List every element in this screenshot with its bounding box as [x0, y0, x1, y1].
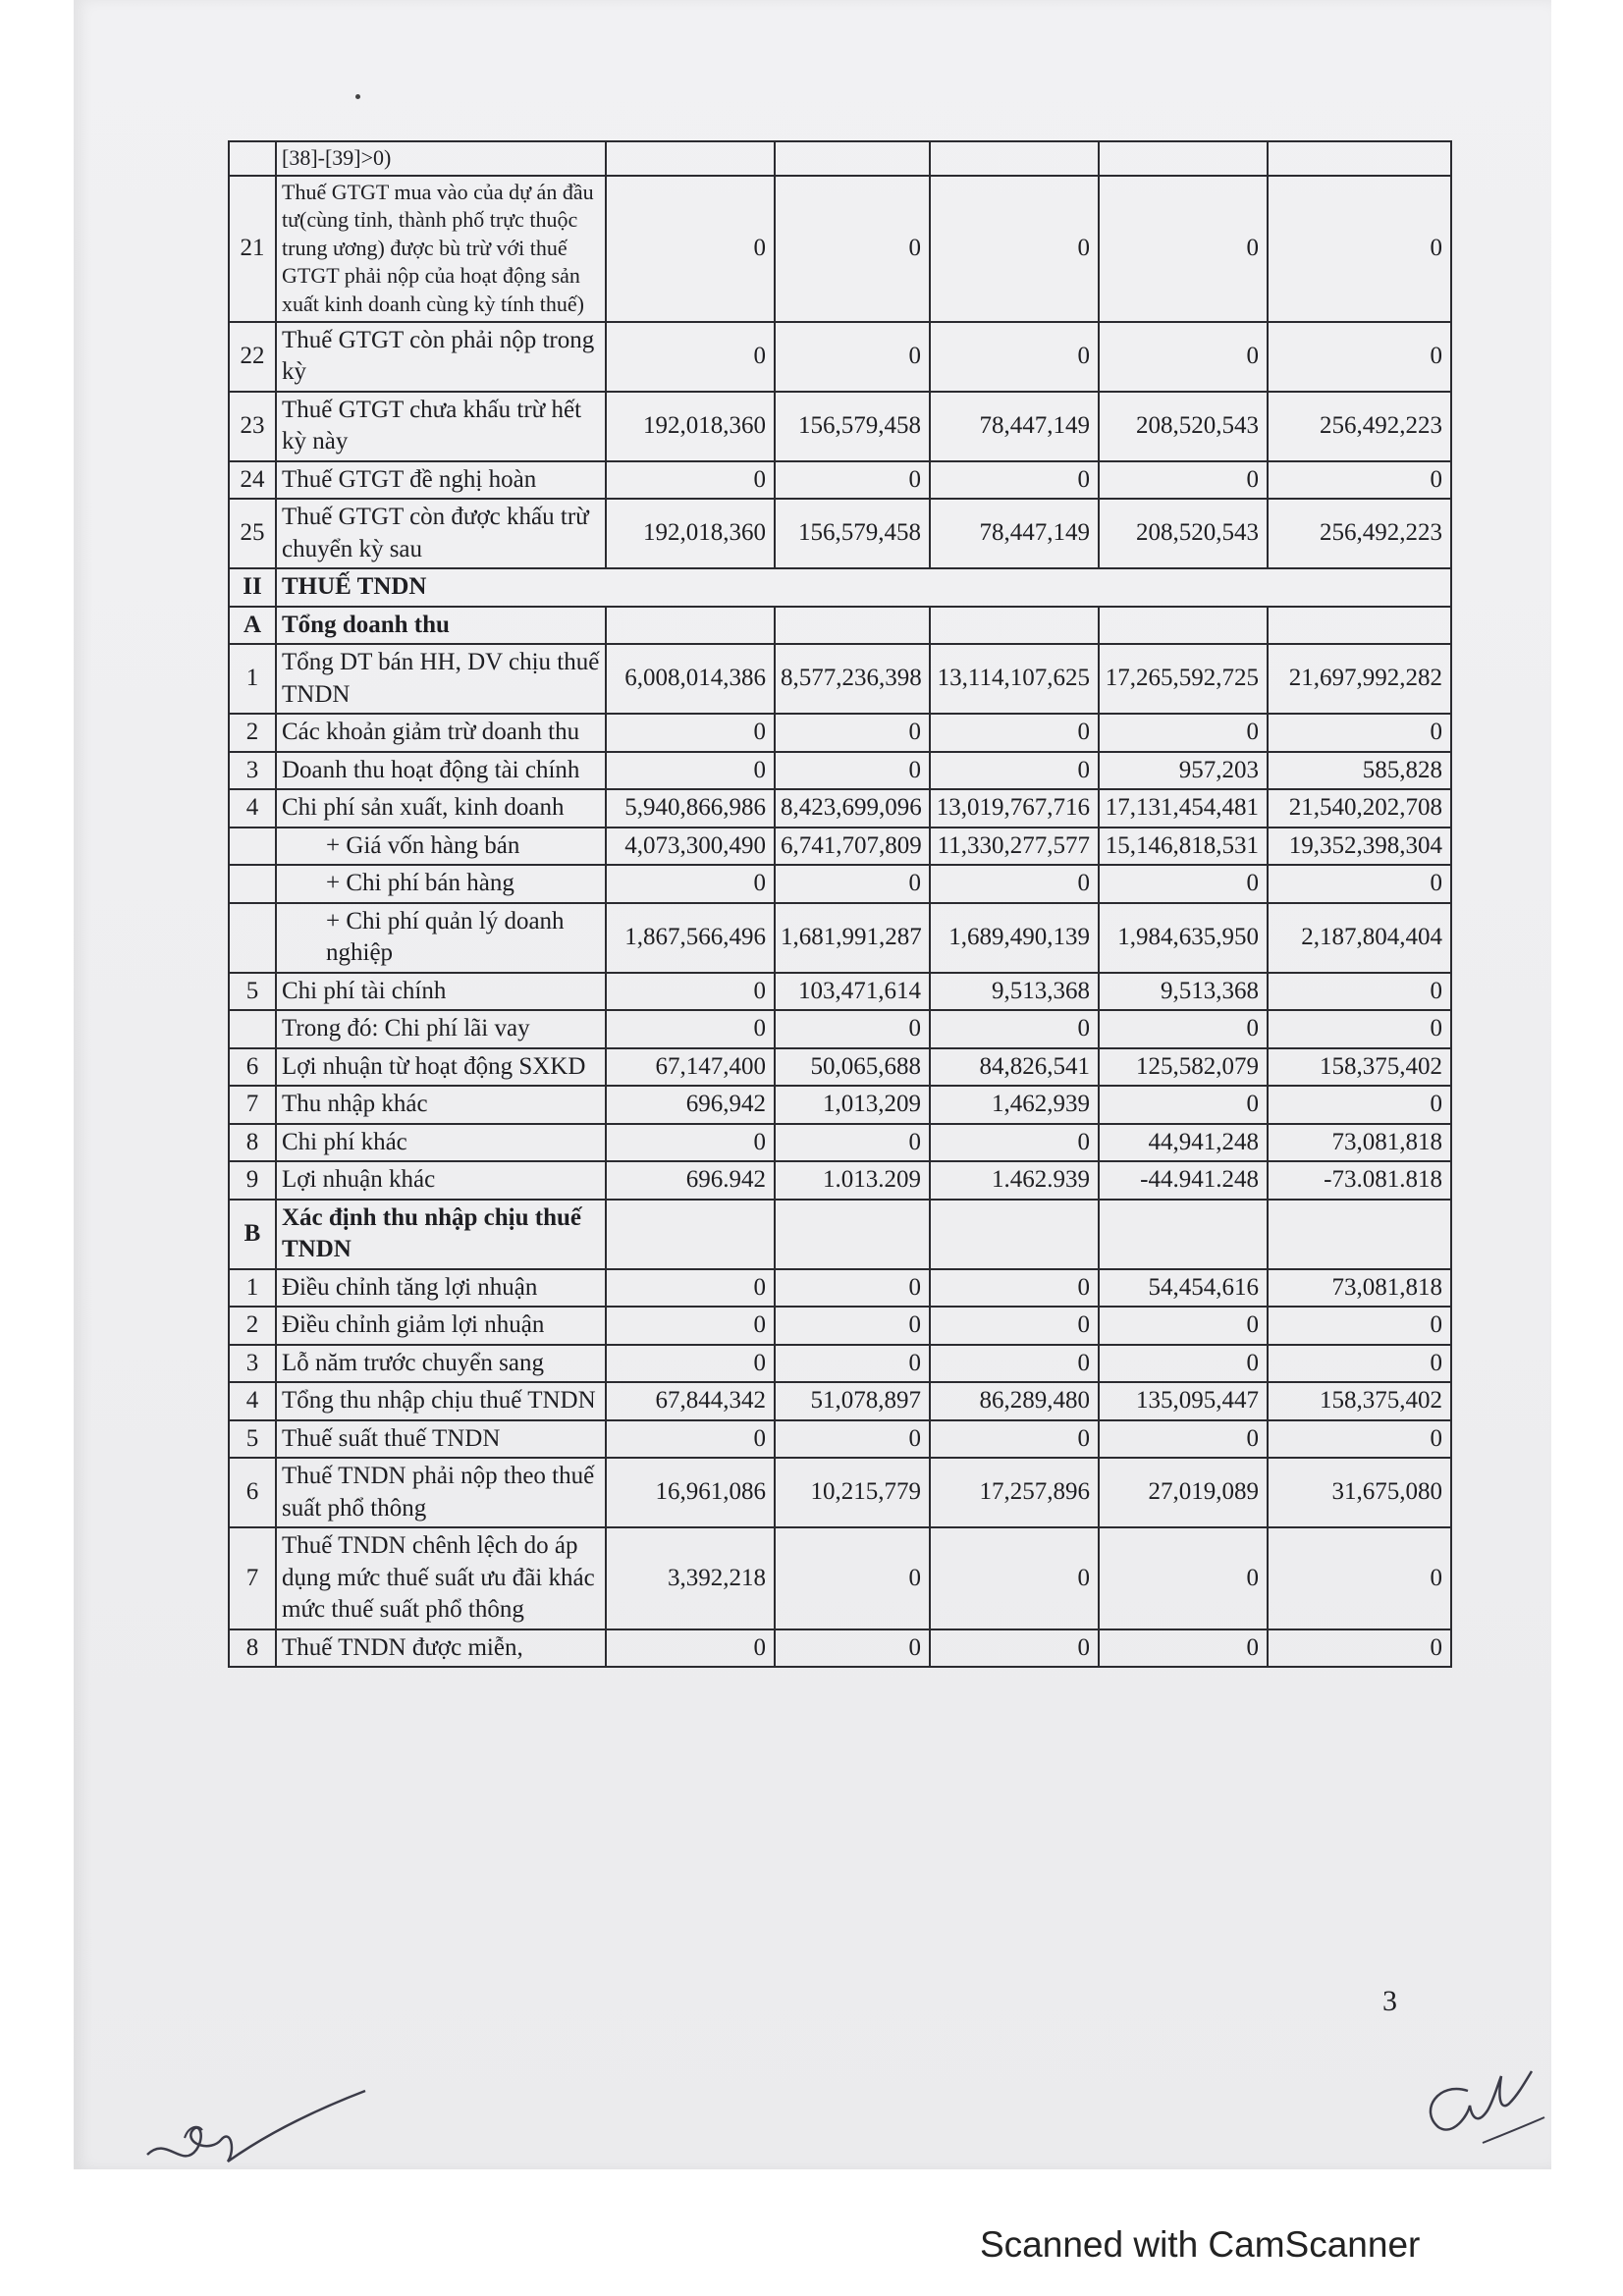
value-cell: [1099, 607, 1268, 645]
row-description: Thuế TNDN phải nộp theo thuế suất phổ thông: [276, 1458, 606, 1527]
value-cell: 73,081,818: [1268, 1124, 1451, 1162]
value-cell: 0: [1268, 865, 1451, 903]
value-cell: 1,984,635,950: [1099, 903, 1268, 973]
value-cell: 0: [1099, 461, 1268, 500]
value-cell: 67,844,342: [606, 1382, 775, 1420]
row-number: 5: [229, 1420, 276, 1459]
value-cell: 0: [1099, 1629, 1268, 1668]
table-row: [229, 644, 1451, 714]
value-cell: [775, 141, 930, 176]
row-description: Tổng DT bán HH, DV chịu thuế TNDN: [276, 644, 606, 714]
row-description: [38]-[39]>0): [276, 141, 606, 176]
value-cell: 0: [1099, 1345, 1268, 1383]
value-cell: 158,375,402: [1268, 1048, 1451, 1087]
value-cell: 0: [606, 752, 775, 790]
row-description: Thuế GTGT mua vào của dự án đầu tư(cùng tỉnh, thành phố trực thuộc trung ương) được bù trừ với thuế GTGT phải nộp của hoạt động sản xuất kinh doanh cùng kỳ tính thuế): [276, 176, 606, 322]
value-cell: 0: [1099, 714, 1268, 752]
value-cell: 4,073,300,490: [606, 828, 775, 866]
table-row: [229, 322, 1451, 392]
value-cell: 0: [1268, 461, 1451, 500]
value-cell: 0: [775, 176, 930, 322]
value-cell: 585,828: [1268, 752, 1451, 790]
row-description: Thuế suất thuế TNDN: [276, 1420, 606, 1459]
table-row: [229, 568, 1451, 607]
table-row: [229, 1382, 1451, 1420]
row-description: + Chi phí quản lý doanh nghiệp: [276, 903, 606, 973]
value-cell: 0: [930, 322, 1099, 392]
table-row: [229, 973, 1451, 1011]
table-row: [229, 1420, 1451, 1459]
table-row: [229, 176, 1451, 322]
row-description: Chi phí khác: [276, 1124, 606, 1162]
table-row: [229, 1086, 1451, 1124]
value-cell: 0: [775, 865, 930, 903]
value-cell: 1,867,566,496: [606, 903, 775, 973]
row-description: Các khoản giảm trừ doanh thu: [276, 714, 606, 752]
value-cell: 0: [775, 1527, 930, 1629]
value-cell: 0: [1099, 176, 1268, 322]
table-row: [229, 789, 1451, 828]
value-cell: 1,013,209: [775, 1086, 930, 1124]
row-description: Doanh thu hoạt động tài chính: [276, 752, 606, 790]
value-cell: 256,492,223: [1268, 499, 1451, 568]
value-cell: 0: [606, 1420, 775, 1459]
value-cell: 0: [930, 1010, 1099, 1048]
row-number: 1: [229, 1269, 276, 1308]
value-cell: 0: [606, 865, 775, 903]
value-cell: 192,018,360: [606, 499, 775, 568]
value-cell: 0: [1268, 1527, 1451, 1629]
row-number: [229, 903, 276, 973]
value-cell: 0: [606, 973, 775, 1011]
row-number: [229, 865, 276, 903]
row-number: 4: [229, 789, 276, 828]
value-cell: 0: [930, 714, 1099, 752]
value-cell: [606, 607, 775, 645]
table-row: [229, 903, 1451, 973]
table-row: [229, 1345, 1451, 1383]
row-description: Thuế TNDN được miễn,: [276, 1629, 606, 1668]
value-cell: 696,942: [606, 1086, 775, 1124]
table-row: [229, 1200, 1451, 1269]
value-cell: 0: [1268, 714, 1451, 752]
value-cell: 0: [1099, 1527, 1268, 1629]
value-cell: 0: [606, 1124, 775, 1162]
value-cell: 13,019,767,716: [930, 789, 1099, 828]
table-row: [229, 141, 1451, 176]
row-description: Xác định thu nhập chịu thuế TNDN: [276, 1200, 606, 1269]
scanner-watermark: Scanned with CamScanner: [980, 2224, 1421, 2265]
value-cell: 0: [930, 1307, 1099, 1345]
value-cell: 0: [1099, 322, 1268, 392]
value-cell: 0: [930, 1420, 1099, 1459]
row-description: THUẾ TNDN: [276, 568, 1451, 607]
value-cell: 0: [775, 1269, 930, 1308]
value-cell: 0: [775, 1124, 930, 1162]
value-cell: 1.462.939: [930, 1161, 1099, 1200]
value-cell: 8,423,699,096: [775, 789, 930, 828]
table-row: [229, 714, 1451, 752]
value-cell: [1099, 141, 1268, 176]
value-cell: 67,147,400: [606, 1048, 775, 1087]
value-cell: 0: [775, 1420, 930, 1459]
table-row: [229, 607, 1451, 645]
row-number: A: [229, 607, 276, 645]
value-cell: 5,940,866,986: [606, 789, 775, 828]
value-cell: 156,579,458: [775, 392, 930, 461]
row-description: Điều chỉnh giảm lợi nhuận: [276, 1307, 606, 1345]
value-cell: 0: [1099, 1420, 1268, 1459]
value-cell: 696.942: [606, 1161, 775, 1200]
row-number: 4: [229, 1382, 276, 1420]
value-cell: 15,146,818,531: [1099, 828, 1268, 866]
row-number: 8: [229, 1124, 276, 1162]
value-cell: 1.013.209: [775, 1161, 930, 1200]
row-description: Lợi nhuận từ hoạt động SXKD: [276, 1048, 606, 1087]
value-cell: 9,513,368: [930, 973, 1099, 1011]
value-cell: [775, 1200, 930, 1269]
row-description: Chi phí sản xuất, kinh doanh: [276, 789, 606, 828]
value-cell: 0: [775, 752, 930, 790]
value-cell: 27,019,089: [1099, 1458, 1268, 1527]
initials-signature-right: [1399, 2056, 1546, 2164]
value-cell: 1,462,939: [930, 1086, 1099, 1124]
value-cell: 78,447,149: [930, 499, 1099, 568]
table-row: [229, 752, 1451, 790]
value-cell: 0: [606, 322, 775, 392]
page-number: 3: [1382, 1985, 1397, 2017]
row-number: [229, 141, 276, 176]
row-number: 3: [229, 1345, 276, 1383]
table-row: [229, 1161, 1451, 1200]
value-cell: -44.941.248: [1099, 1161, 1268, 1200]
value-cell: 0: [775, 714, 930, 752]
value-cell: 2,187,804,404: [1268, 903, 1451, 973]
table-row: [229, 1458, 1451, 1527]
value-cell: 1,681,991,287: [775, 903, 930, 973]
value-cell: 16,961,086: [606, 1458, 775, 1527]
value-cell: 957,203: [1099, 752, 1268, 790]
value-cell: 6,008,014,386: [606, 644, 775, 714]
value-cell: 0: [775, 461, 930, 500]
value-cell: 8,577,236,398: [775, 644, 930, 714]
value-cell: [930, 1200, 1099, 1269]
table-row: [229, 1124, 1451, 1162]
table-row: [229, 392, 1451, 461]
row-number: 2: [229, 1307, 276, 1345]
row-description: Điều chỉnh tăng lợi nhuận: [276, 1269, 606, 1308]
value-cell: 78,447,149: [930, 392, 1099, 461]
tax-report-table: [228, 140, 1452, 1668]
value-cell: 0: [1268, 973, 1451, 1011]
value-cell: [1099, 1200, 1268, 1269]
value-cell: 11,330,277,577: [930, 828, 1099, 866]
row-number: [229, 1010, 276, 1048]
value-cell: 125,582,079: [1099, 1048, 1268, 1087]
value-cell: 0: [1268, 322, 1451, 392]
value-cell: 103,471,614: [775, 973, 930, 1011]
value-cell: 86,289,480: [930, 1382, 1099, 1420]
value-cell: 208,520,543: [1099, 392, 1268, 461]
row-description: Thuế GTGT còn được khấu trừ chuyển kỳ sau: [276, 499, 606, 568]
row-number: 1: [229, 644, 276, 714]
table-row: [229, 1048, 1451, 1087]
row-number: 21: [229, 176, 276, 322]
value-cell: 17,257,896: [930, 1458, 1099, 1527]
value-cell: [775, 607, 930, 645]
value-cell: -73.081.818: [1268, 1161, 1451, 1200]
table-row: [229, 1629, 1451, 1668]
row-description: Thuế TNDN chênh lệch do áp dụng mức thuế suất ưu đãi khác mức thuế suất phổ thông: [276, 1527, 606, 1629]
value-cell: 0: [1268, 1086, 1451, 1124]
value-cell: 6,741,707,809: [775, 828, 930, 866]
value-cell: 44,941,248: [1099, 1124, 1268, 1162]
table-row: [229, 1010, 1451, 1048]
value-cell: 51,078,897: [775, 1382, 930, 1420]
value-cell: [606, 141, 775, 176]
row-number: II: [229, 568, 276, 607]
value-cell: 0: [775, 1629, 930, 1668]
value-cell: 0: [1099, 865, 1268, 903]
value-cell: 192,018,360: [606, 392, 775, 461]
row-description: Tổng thu nhập chịu thuế TNDN: [276, 1382, 606, 1420]
value-cell: 0: [930, 1269, 1099, 1308]
row-number: B: [229, 1200, 276, 1269]
row-number: [229, 828, 276, 866]
value-cell: 135,095,447: [1099, 1382, 1268, 1420]
value-cell: 73,081,818: [1268, 1269, 1451, 1308]
value-cell: 0: [930, 461, 1099, 500]
value-cell: 0: [606, 1269, 775, 1308]
value-cell: 13,114,107,625: [930, 644, 1099, 714]
table-row: [229, 1527, 1451, 1629]
value-cell: [606, 1200, 775, 1269]
value-cell: 54,454,616: [1099, 1269, 1268, 1308]
row-number: 7: [229, 1527, 276, 1629]
row-number: 23: [229, 392, 276, 461]
table-row: [229, 461, 1451, 500]
value-cell: 0: [1099, 1307, 1268, 1345]
value-cell: 10,215,779: [775, 1458, 930, 1527]
value-cell: 0: [930, 1345, 1099, 1383]
value-cell: 21,697,992,282: [1268, 644, 1451, 714]
value-cell: 0: [775, 322, 930, 392]
value-cell: 0: [930, 752, 1099, 790]
value-cell: 0: [1268, 1420, 1451, 1459]
value-cell: [1268, 607, 1451, 645]
value-cell: 1,689,490,139: [930, 903, 1099, 973]
row-description: Thuế GTGT còn phải nộp trong kỳ: [276, 322, 606, 392]
value-cell: 0: [775, 1010, 930, 1048]
table-row: [229, 1269, 1451, 1308]
row-description: Tổng doanh thu: [276, 607, 606, 645]
ink-dot: [355, 94, 360, 99]
row-number: 2: [229, 714, 276, 752]
value-cell: 158,375,402: [1268, 1382, 1451, 1420]
table-row: [229, 828, 1451, 866]
row-description: + Giá vốn hàng bán: [276, 828, 606, 866]
value-cell: 0: [775, 1307, 930, 1345]
value-cell: 21,540,202,708: [1268, 789, 1451, 828]
row-description: + Chi phí bán hàng: [276, 865, 606, 903]
row-number: 7: [229, 1086, 276, 1124]
row-description: Lợi nhuận khác: [276, 1161, 606, 1200]
value-cell: 17,131,454,481: [1099, 789, 1268, 828]
value-cell: 19,352,398,304: [1268, 828, 1451, 866]
value-cell: 208,520,543: [1099, 499, 1268, 568]
row-description: Thuế GTGT chưa khấu trừ hết kỳ này: [276, 392, 606, 461]
value-cell: 31,675,080: [1268, 1458, 1451, 1527]
row-description: Thuế GTGT đề nghị hoàn: [276, 461, 606, 500]
value-cell: [930, 141, 1099, 176]
value-cell: 9,513,368: [1099, 973, 1268, 1011]
value-cell: [930, 607, 1099, 645]
row-number: 6: [229, 1048, 276, 1087]
table-row: [229, 1307, 1451, 1345]
value-cell: 0: [1268, 176, 1451, 322]
value-cell: 256,492,223: [1268, 392, 1451, 461]
value-cell: 156,579,458: [775, 499, 930, 568]
value-cell: 0: [1099, 1086, 1268, 1124]
value-cell: 0: [1268, 1010, 1451, 1048]
row-number: 22: [229, 322, 276, 392]
value-cell: 0: [930, 1124, 1099, 1162]
value-cell: [1268, 1200, 1451, 1269]
row-number: 3: [229, 752, 276, 790]
value-cell: 3,392,218: [606, 1527, 775, 1629]
row-number: 5: [229, 973, 276, 1011]
row-number: 8: [229, 1629, 276, 1668]
value-cell: 0: [930, 1527, 1099, 1629]
value-cell: 50,065,688: [775, 1048, 930, 1087]
value-cell: 0: [930, 1629, 1099, 1668]
row-number: 9: [229, 1161, 276, 1200]
value-cell: 0: [606, 176, 775, 322]
value-cell: 0: [1268, 1629, 1451, 1668]
value-cell: 0: [606, 461, 775, 500]
row-description: Chi phí tài chính: [276, 973, 606, 1011]
value-cell: 0: [1099, 1010, 1268, 1048]
value-cell: 0: [775, 1345, 930, 1383]
value-cell: 84,826,541: [930, 1048, 1099, 1087]
table-row: [229, 499, 1451, 568]
value-cell: 0: [1268, 1345, 1451, 1383]
value-cell: 17,265,592,725: [1099, 644, 1268, 714]
value-cell: 0: [606, 714, 775, 752]
value-cell: 0: [930, 865, 1099, 903]
row-number: 24: [229, 461, 276, 500]
value-cell: 0: [606, 1307, 775, 1345]
row-description: Thu nhập khác: [276, 1086, 606, 1124]
value-cell: [1268, 141, 1451, 176]
row-number: 6: [229, 1458, 276, 1527]
initials-signature-left: [137, 2081, 373, 2189]
value-cell: 0: [930, 176, 1099, 322]
table-row: [229, 865, 1451, 903]
value-cell: 0: [1268, 1307, 1451, 1345]
value-cell: 0: [606, 1010, 775, 1048]
row-description: Lỗ năm trước chuyển sang: [276, 1345, 606, 1383]
value-cell: 0: [606, 1629, 775, 1668]
row-number: 25: [229, 499, 276, 568]
row-description: Trong đó: Chi phí lãi vay: [276, 1010, 606, 1048]
value-cell: 0: [606, 1345, 775, 1383]
